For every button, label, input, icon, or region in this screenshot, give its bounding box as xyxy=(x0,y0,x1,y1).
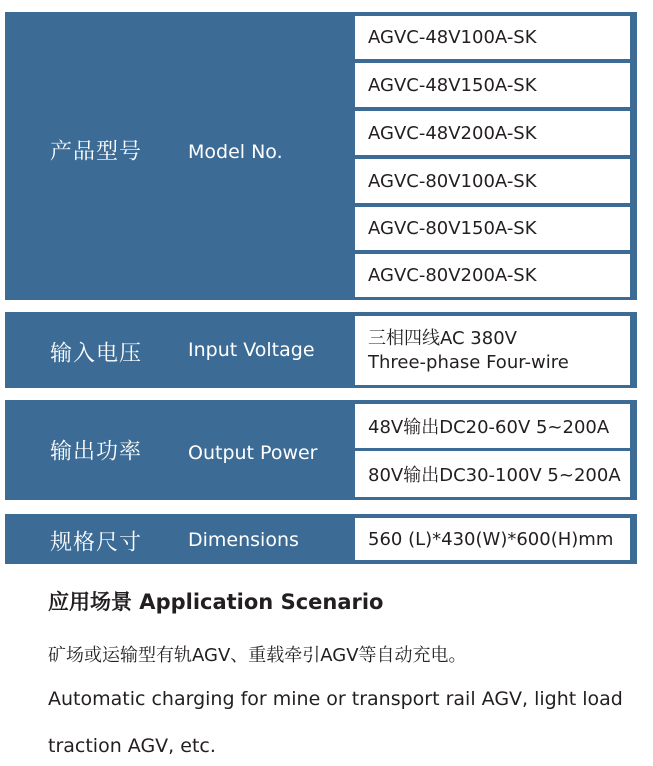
input-voltage-value xyxy=(355,316,630,385)
input-voltage-row xyxy=(5,312,637,388)
application-text-cn: 矿场或运输型有轨AGV、重载牵引AGV等自动充电。 xyxy=(48,645,467,666)
output-power-value: 80V输出DC30-100V 5~200A xyxy=(355,451,630,497)
dimensions-value: 560 (L)*430(W)*600(H)mm xyxy=(355,518,630,560)
output-power-label-en: Output Power xyxy=(188,442,318,464)
model-label-en: Model No. xyxy=(188,141,283,163)
model-value: AGVC-48V150A-SK xyxy=(355,63,630,107)
input-voltage-line-1: 三相四线AC 380V xyxy=(368,327,517,349)
output-power-label-cn: 输出功率 xyxy=(50,439,143,465)
model-value: AGVC-80V100A-SK xyxy=(355,159,630,203)
model-value: AGVC-80V150A-SK xyxy=(355,207,630,250)
model-value: AGVC-80V200A-SK xyxy=(355,254,630,297)
input-voltage-line-2: Three-phase Four-wire xyxy=(368,351,569,373)
dimensions-label-en: Dimensions xyxy=(188,529,299,551)
model-label-cn: 产品型号 xyxy=(50,139,143,165)
dimensions-row xyxy=(5,514,637,564)
dimensions-label-cn: 规格尺寸 xyxy=(50,530,143,556)
output-power-row xyxy=(5,400,637,500)
model-row xyxy=(5,12,637,300)
input-voltage-label-cn: 输入电压 xyxy=(50,341,143,367)
model-value: AGVC-48V200A-SK xyxy=(355,111,630,155)
input-voltage-label-en: Input Voltage xyxy=(188,339,315,361)
application-heading: 应用场景 Application Scenario xyxy=(48,590,384,614)
model-value: AGVC-48V100A-SK xyxy=(355,16,630,59)
application-text-en-line-1: Automatic charging for mine or transport rail AGV, light load xyxy=(48,688,623,710)
application-text-en-line-2: traction AGV, etc. xyxy=(48,735,216,757)
output-power-value: 48V输出DC20-60V 5~200A xyxy=(355,404,630,448)
